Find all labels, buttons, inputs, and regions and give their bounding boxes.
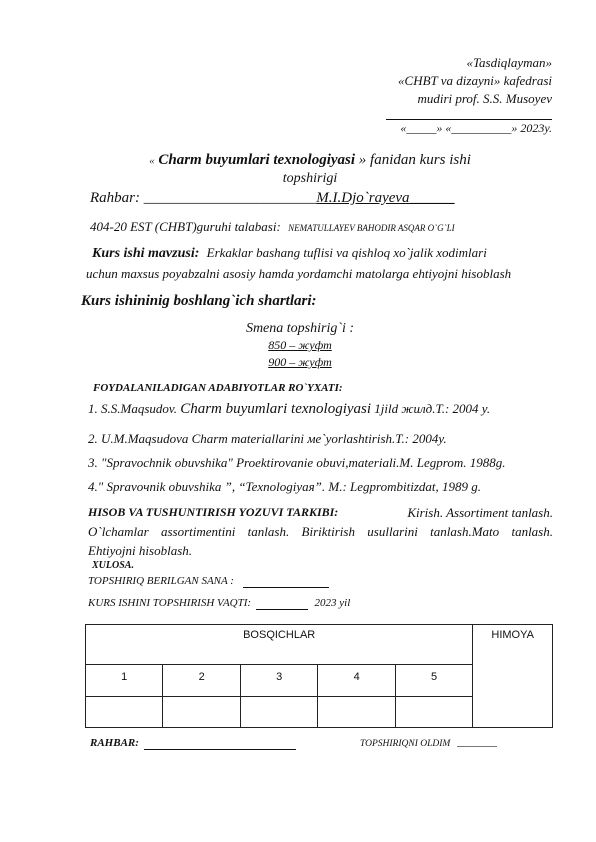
literature-item-2: 2. U.M.Maqsudova Charm materiallarini ме`yorlashtirish.T.: 2004y. [88, 431, 447, 446]
issued-date-row [88, 575, 329, 588]
approval-title: «Tasdiqlayman» [466, 55, 552, 70]
submit-year: 2023 yil [314, 597, 351, 609]
stage-cell[interactable] [240, 697, 317, 728]
footer-received [360, 739, 497, 749]
issued-date-label: TOPSHIRIQ BERILGAN SANA : [88, 575, 234, 587]
shift-line1 [220, 338, 380, 353]
title-suffix: » fanidan kurs ishi [358, 152, 471, 168]
submit-date-field[interactable] [256, 597, 308, 610]
stage-number: 3 [240, 665, 317, 697]
shift-line1-text: 850 – жуфт [268, 338, 332, 352]
footer-received-signature[interactable] [457, 740, 497, 747]
submit-date-row [88, 597, 350, 610]
supervisor-fill: _______________________ [143, 190, 317, 206]
explanatory-line2: O`lchamlar assortimentini tanlash. Biriktirish usullarini tanlash.Mato tanlash. [88, 524, 553, 539]
stages-header: BOSQICHLAR [86, 625, 473, 665]
topic-row [92, 245, 487, 262]
stage-cell[interactable] [318, 697, 395, 728]
title-subject: Charm buyumlari texnologiyasi [158, 152, 356, 168]
explanatory-line1 [88, 505, 553, 521]
supervisor-row [90, 190, 455, 207]
stage-number: 4 [318, 665, 395, 697]
conclusion: XULOSA. [92, 560, 134, 571]
stage-cell[interactable] [86, 697, 163, 728]
stage-cell[interactable] [163, 697, 240, 728]
group-row [90, 219, 455, 235]
approval-signature-line [386, 119, 552, 120]
submit-date-label: KURS ISHINI TOPSHIRISH VAQTI: [88, 597, 252, 609]
assignment-title [60, 152, 560, 169]
stage-number: 5 [395, 665, 472, 697]
shift-line2-text: 900 – жуфт [268, 355, 332, 369]
footer-received-label: TOPSHIRIQNI OLDIM [360, 739, 451, 749]
supervisor-name: M.I.Djo`rayeva______ [316, 190, 455, 206]
literature-heading: FOYDALANILADIGAN ADABIYOTLAR RO`YXATI: [93, 382, 343, 394]
topic-line1: Erkaklar bashang tuflisi va qishloq xo`jalik xodimlari [206, 245, 487, 260]
literature-item-3: 3. "Spravochnik obuvshika" Proektirovanie obuvi,materiali.M. Legprom. 1988g. [88, 455, 506, 470]
footer-supervisor-label: RAHBAR: [90, 737, 139, 749]
defense-header: HIMOYA [473, 625, 553, 728]
explanatory-line1-rest: Kirish. Assortiment tanlash. [407, 505, 553, 520]
stage-cell[interactable] [395, 697, 472, 728]
group-label: 404-20 EST (CHBT)guruhi talabasi: [90, 219, 281, 234]
stage-number: 1 [86, 665, 163, 697]
initial-conditions-heading: Kurs ishininig boshlang`ich shartlari: [81, 293, 317, 309]
approval-department: «CHBT va dizayni» kafedrasi [398, 73, 552, 88]
approval-date-line: «_____» «__________» 2023y. [400, 121, 552, 135]
literature-item-1-title: Charm buyumlari texnologiyasi [180, 401, 372, 417]
explanatory-heading: HISOB VA TUSHUNTIRISH YOZUVI TARKIBI: [88, 505, 339, 519]
topic-label: Kurs ishi mavzusi: [92, 246, 200, 261]
title-prefix: « [149, 155, 155, 167]
shift-label: Smena topshirig`i : [245, 321, 355, 336]
footer-supervisor-signature[interactable] [144, 737, 296, 750]
literature-item-1-prefix: 1. S.S.Maqsudov. [88, 401, 177, 416]
topic-line2: uchun maxsus poyabzalni asosiy hamda yordamchi matolarga ehtiyojni hisoblash [86, 266, 512, 281]
explanatory-line3: Ehtiyojni hisoblash. [88, 543, 192, 558]
shift-line2 [220, 355, 380, 370]
approval-head: mudiri prof. S.S. Musoyev [417, 91, 552, 106]
footer-supervisor [90, 737, 296, 750]
literature-item-1 [88, 401, 490, 418]
student-name: NEMATULLAYEV BAHODIR ASQAR O`G`LI [288, 223, 455, 233]
stages-table [85, 624, 553, 728]
literature-item-4: 4." Spravoчnik obuvshika ”, “Texnologiyaя”. M.: Legprombitizdat, 1989 g. [88, 479, 482, 494]
stage-number: 2 [163, 665, 240, 697]
issued-date-field[interactable] [243, 575, 329, 588]
supervisor-label: Rahbar: [90, 190, 140, 206]
literature-item-1-rest: 1jild жилд.T.: 2004 y. [374, 401, 491, 416]
assignment-title-line2: topshirigi [282, 171, 338, 186]
